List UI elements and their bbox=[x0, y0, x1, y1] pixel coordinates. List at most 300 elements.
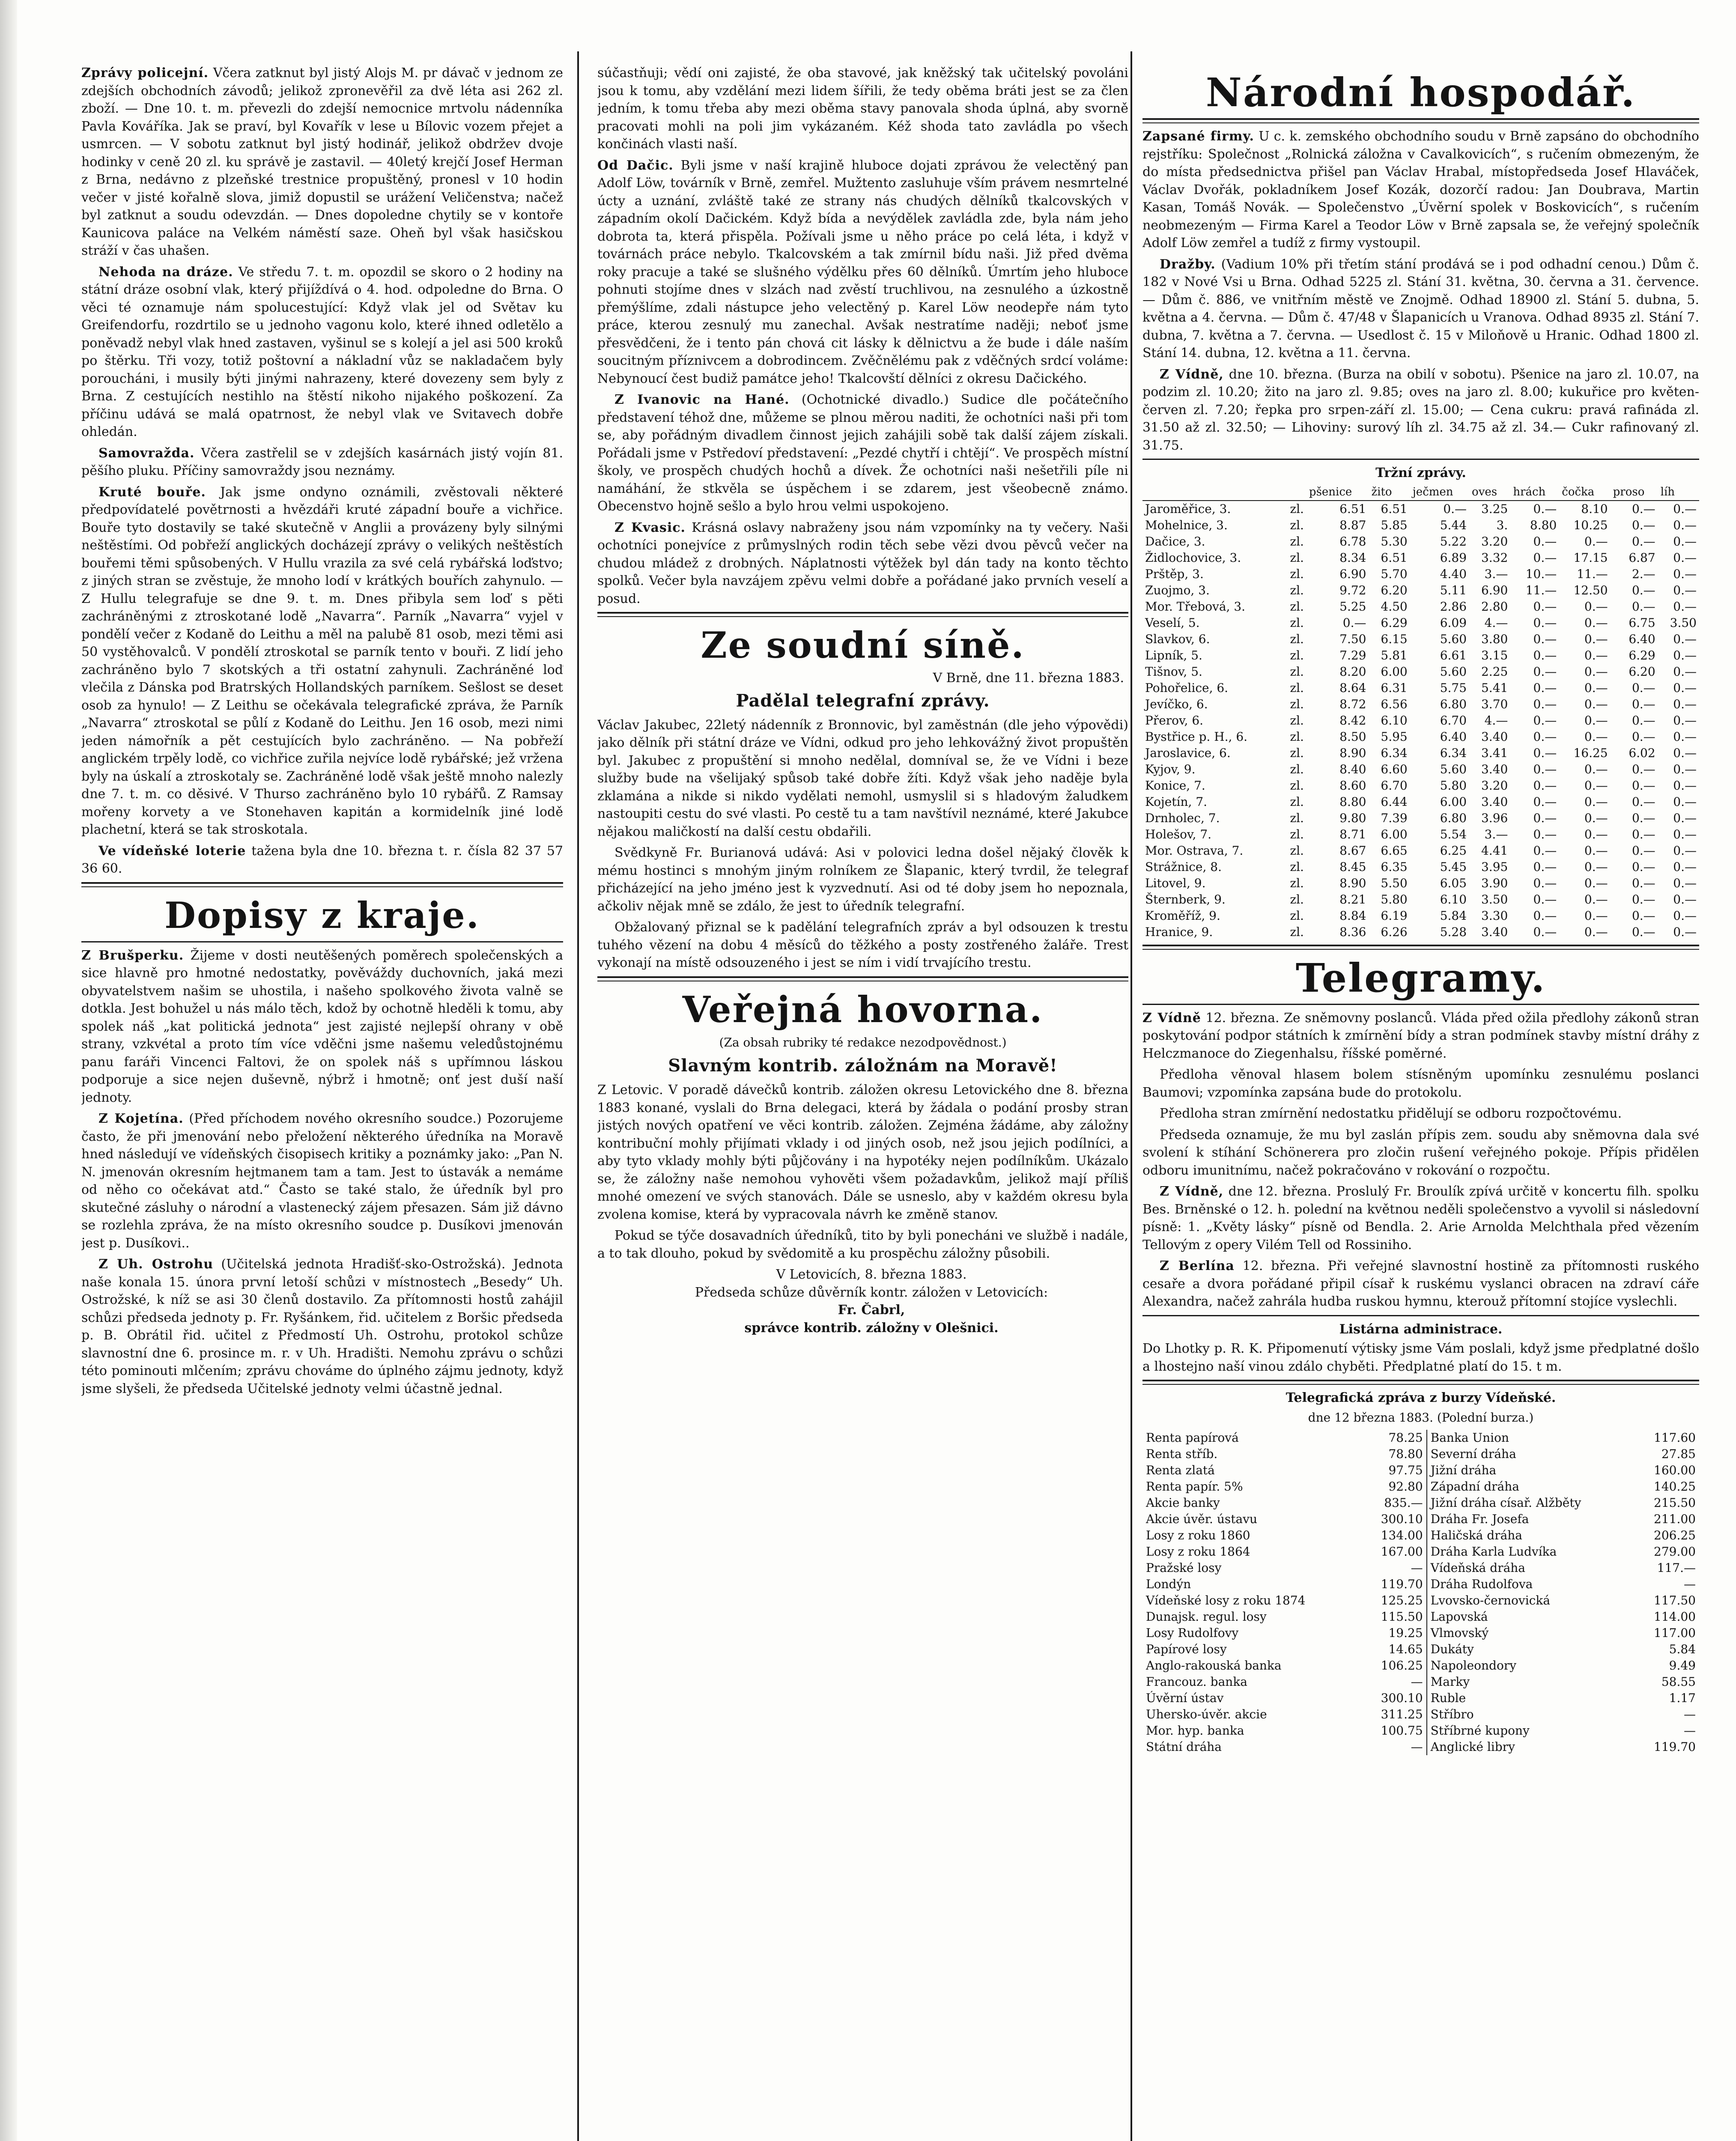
table-cell: 0.— bbox=[1584, 680, 1608, 695]
table-cell: 0.— bbox=[1533, 550, 1557, 565]
bourse-label: Západní dráha bbox=[1427, 1479, 1635, 1495]
table-cell: 3.30 bbox=[1481, 908, 1508, 923]
bourse-value: 9.49 bbox=[1669, 1658, 1696, 1673]
listarna-text: Do Lhotky p. R. K. Připomenutí výtisky jsme Vám poslali, když jsme předplatné došlo a lhostejno naší vinou zdálo chyběti. Předplatné platí do 15. t m. bbox=[1142, 1341, 1699, 1374]
article-text: Ve středu 7. t. m. opozdil se skoro o 2 hodiny na státní dráze osobní vlak, který přijíždívá o 4. hod. odpoledne do Brna. O věci té oznamuje nám spolucestující: Když vlak jel od Světav ku Greifendorfu, rozdrtilo se u jednoho vagonu kolo, které ihned odletělo a poněvadž nebyl vlak hned zastaven, vyšinul se s kolejí a jel asi 500 kroků po štěrku. Tři vozy, totiž poštovní a nákladní vůz se nakladačem byly poroucháni, i musily býti jinými nahrazeny, které dovezeny sem byly z Brna. Z cestujících nestihlo na štěstí nikoho nijakého poškození. Za příčinu udává se malá opatrnost, že nebyl vlak ve Svitavech dobře ohledán. bbox=[81, 264, 563, 439]
article-lead: Z Uh. Ostrohu bbox=[98, 1257, 214, 1272]
table-cell: 5.75 bbox=[1440, 680, 1467, 695]
table-cell: 0.— bbox=[1632, 892, 1655, 906]
article-paragraph bbox=[1142, 1066, 1699, 1101]
section-rule bbox=[81, 941, 563, 942]
table-cell: 0.— bbox=[1533, 843, 1557, 858]
article-text: Včera zastřelil se v zdejších kasárnách jistý vojín 81. pěšího pluku. Příčiny samovraždy jsou neznámy. bbox=[81, 445, 563, 478]
table-cell: 0.— bbox=[1673, 745, 1697, 760]
table-cell: 0.— bbox=[1443, 501, 1467, 516]
hovorna-heading: Veřejná hovorna. bbox=[682, 988, 1044, 1031]
table-cell: Kojetín, 7. bbox=[1145, 794, 1208, 809]
column-header bbox=[1142, 484, 1282, 501]
market-prices-heading: Tržní zprávy. bbox=[1375, 465, 1466, 480]
table-cell: 6.35 bbox=[1381, 859, 1408, 874]
table-cell: 6.09 bbox=[1440, 615, 1467, 630]
bourse-value: — bbox=[1684, 1577, 1696, 1591]
table-row bbox=[1142, 501, 1699, 517]
table-cell: 0.— bbox=[1584, 827, 1608, 841]
table-cell: 6.00 bbox=[1381, 827, 1408, 841]
table-cell: zl. bbox=[1290, 843, 1304, 858]
bourse-label: Renta papírová bbox=[1146, 1431, 1239, 1445]
table-cell: 6.75 bbox=[1629, 615, 1655, 630]
section-rule bbox=[1142, 118, 1699, 123]
table-cell: 0.— bbox=[1673, 648, 1697, 662]
table-cell: 8.87 bbox=[1339, 518, 1366, 532]
table-cell: 6.51 bbox=[1339, 501, 1366, 516]
bourse-label: Dukáty bbox=[1427, 1641, 1635, 1658]
article-lead: Z Ivanovic na Hané. bbox=[614, 392, 790, 407]
table-row bbox=[1142, 1658, 1699, 1674]
table-cell: 3. bbox=[1496, 518, 1508, 532]
article-text: (Vadium 10% při třetím stání prodává se i pod odhadní cenou.) Dům č. 182 v Nové Vsi u Brna. Odhad 5225 zl. Stání 31. května, 30. června a 31. července. — Dům č. 886, ve vnitřním městě ve Znojmě. Odhad 18900 zl. Stání 5. dubna, 5. května a 4. června. — Dům č. 47/48 v Šlapanicích u Vranova. Odhad 8935 zl. Stání 7. dubna, 7. května a 7. června. — Usedlost č. 15 v Miloňově u Hranic. Odhad 1800 zl. Stání 14. dubna, 12. května a 11. června. bbox=[1142, 256, 1699, 361]
table-cell: 6.40 bbox=[1440, 729, 1467, 744]
bourse-value: 134.00 bbox=[1381, 1528, 1423, 1542]
table-cell: 2.— bbox=[1632, 567, 1655, 581]
table-cell: Zuojmo, 3. bbox=[1145, 583, 1210, 597]
table-cell: zl. bbox=[1290, 632, 1304, 646]
table-cell: zl. bbox=[1290, 501, 1304, 516]
table-cell: 8.45 bbox=[1339, 859, 1366, 874]
table-row bbox=[1142, 761, 1699, 778]
table-row bbox=[1142, 1706, 1699, 1723]
table-cell: Veselí, 5. bbox=[1145, 615, 1200, 630]
table-cell: zl. bbox=[1290, 762, 1304, 776]
hovorna-signature bbox=[597, 1266, 1128, 1337]
table-cell: 0.— bbox=[1673, 794, 1697, 809]
table-cell: Jevíčko, 6. bbox=[1145, 697, 1208, 711]
article-lead: Z Vídně, bbox=[1160, 1184, 1224, 1199]
table-cell: 3.90 bbox=[1481, 876, 1508, 890]
article-paragraph bbox=[81, 263, 563, 441]
table-cell: 6.40 bbox=[1629, 632, 1655, 646]
table-cell: 3.40 bbox=[1481, 794, 1508, 809]
table-cell: 0.— bbox=[1673, 827, 1697, 841]
article-lead: Dražby. bbox=[1160, 256, 1216, 272]
dopisy-articles bbox=[81, 947, 563, 1398]
table-cell: 3.40 bbox=[1481, 924, 1508, 939]
table-cell: 0.— bbox=[1584, 876, 1608, 890]
table-cell: 6.05 bbox=[1440, 876, 1467, 890]
table-row bbox=[1142, 908, 1699, 924]
telegramy-heading: Telegramy. bbox=[1295, 954, 1546, 1001]
table-cell: Židlochovice, 3. bbox=[1145, 550, 1241, 565]
article-text: (Před příchodem nového okresního soudce.) Pozorujeme často, že při jmenování nebo přeložení některého úředníka na Moravě hned následují ve vídeňských čisopisech kritiky a poznámky jako: „Pan N. N. jmenován okresním hejtmanem tam a tam. Jest to ústavák a nemáme od něho co očekávat atd.“ Často se také stalo, že úředník byl pro skutečné zásluhy o národní a vlastenecký zájem přesazen. Sám již dávno se rozlehla zpráva, že na místo okresního soudce p. Dusíkovi jmenován jest p. Dusíkovi.. bbox=[81, 1111, 563, 1251]
table-cell: 10.25 bbox=[1573, 518, 1608, 532]
article-lead: Kruté bouře. bbox=[98, 484, 206, 500]
bourse-label: Losy Rudolfovy bbox=[1146, 1626, 1239, 1640]
table-row bbox=[1142, 826, 1699, 843]
table-cell: 6.44 bbox=[1381, 794, 1408, 809]
table-cell: 0.— bbox=[1673, 713, 1697, 728]
bourse-label: Papírové losy bbox=[1146, 1642, 1227, 1656]
table-cell: zl. bbox=[1290, 567, 1304, 581]
column-2 bbox=[597, 64, 1128, 2141]
bourse-label: Akcie úvěr. ústavu bbox=[1146, 1512, 1258, 1526]
bourse-label: Pražské losy bbox=[1146, 1561, 1222, 1575]
table-row bbox=[1142, 1576, 1699, 1592]
article-text: 12. března. Při veřejné slavnostní hostině za přítomnosti ruského cesaře a dvora pořádané připil císař k ruskému vyslanci obracen na zdraví cáře Alexandra, načež zahrála hudba ruskou hymnu, kterouž přítomní stojíce vyslechli. bbox=[1142, 1258, 1699, 1309]
table-cell: Mor. Ostrava, 7. bbox=[1145, 843, 1244, 858]
article-lead: Zapsané firmy. bbox=[1142, 129, 1254, 144]
article-paragraph bbox=[81, 444, 563, 480]
table-cell: Jaroměřice, 3. bbox=[1145, 501, 1231, 516]
scan-edge bbox=[0, 0, 17, 2141]
table-cell: 0.— bbox=[1584, 713, 1608, 728]
bourse-value: 117.— bbox=[1657, 1561, 1696, 1575]
section-rule bbox=[1142, 945, 1699, 950]
article-lead: Z Brušperku. bbox=[81, 948, 184, 963]
table-cell: 0.— bbox=[1533, 908, 1557, 923]
bourse-value: 311.25 bbox=[1381, 1707, 1423, 1721]
bourse-value: 279.00 bbox=[1654, 1545, 1696, 1559]
dopisy-heading: Dopisy z kraje. bbox=[164, 894, 480, 936]
article-paragraph bbox=[81, 1255, 563, 1398]
bourse-label: Lapovská bbox=[1427, 1609, 1635, 1625]
table-row bbox=[1142, 1625, 1699, 1641]
table-cell: Konice, 7. bbox=[1145, 778, 1205, 793]
bourse-value: 78.25 bbox=[1388, 1431, 1423, 1445]
table-cell: 0.— bbox=[1673, 843, 1697, 858]
bourse-value: 58.55 bbox=[1661, 1675, 1696, 1689]
table-cell: 0.— bbox=[1632, 713, 1655, 728]
bourse-label: Severní dráha bbox=[1427, 1446, 1635, 1462]
table-cell: Kyjov, 9. bbox=[1145, 762, 1196, 776]
table-cell: 6.70 bbox=[1440, 713, 1467, 728]
bourse-value: 140.25 bbox=[1654, 1479, 1696, 1494]
table-cell: 6.10 bbox=[1381, 713, 1408, 728]
bourse-value: — bbox=[1411, 1561, 1423, 1575]
bourse-value: 100.75 bbox=[1381, 1724, 1423, 1738]
table-row bbox=[1142, 631, 1699, 647]
table-row bbox=[1142, 1609, 1699, 1625]
article-paragraph bbox=[1142, 256, 1699, 362]
table-cell: 5.30 bbox=[1381, 534, 1408, 549]
table-cell: 0.— bbox=[1673, 632, 1697, 646]
bourse-value: 97.75 bbox=[1388, 1463, 1423, 1477]
table-row bbox=[1142, 1592, 1699, 1609]
table-cell: 0.— bbox=[1584, 794, 1608, 809]
table-cell: 0.— bbox=[1584, 632, 1608, 646]
table-cell: 6.29 bbox=[1629, 648, 1655, 662]
table-cell: 0.— bbox=[1673, 567, 1697, 581]
table-row bbox=[1142, 566, 1699, 582]
table-cell: 4.— bbox=[1484, 713, 1508, 728]
table-cell: zl. bbox=[1290, 778, 1304, 793]
table-header-row bbox=[1142, 484, 1699, 501]
column-1 bbox=[81, 64, 563, 2141]
table-cell: 6.20 bbox=[1629, 664, 1655, 679]
table-cell: 8.10 bbox=[1581, 501, 1608, 516]
table-row bbox=[1142, 1462, 1699, 1479]
bourse-label: Stříbrné kupony bbox=[1427, 1723, 1635, 1739]
bourse-value: 114.00 bbox=[1654, 1610, 1696, 1624]
table-cell: 5.84 bbox=[1440, 908, 1467, 923]
table-cell: 8.60 bbox=[1339, 778, 1366, 793]
table-cell: 6.34 bbox=[1440, 745, 1467, 760]
section-rule bbox=[81, 882, 563, 887]
table-cell: 8.90 bbox=[1339, 876, 1366, 890]
bourse-label: Renta stříb. bbox=[1146, 1447, 1218, 1461]
table-cell: 8.20 bbox=[1339, 664, 1366, 679]
bourse-value: — bbox=[1411, 1740, 1423, 1754]
telegram-items bbox=[1142, 1009, 1699, 1311]
article-paragraph bbox=[1142, 1126, 1699, 1180]
bourse-label: Vídeňská dráha bbox=[1427, 1560, 1635, 1576]
table-cell: 8.80 bbox=[1339, 794, 1366, 809]
table-row bbox=[1142, 517, 1699, 534]
column-header bbox=[1282, 484, 1306, 501]
section-rule bbox=[1142, 1004, 1699, 1005]
table-cell: 6.60 bbox=[1381, 762, 1408, 776]
signature-line: V Letovicích, 8. března 1883. bbox=[776, 1267, 967, 1282]
bourse-value: 14.65 bbox=[1388, 1642, 1423, 1656]
table-cell: 0.— bbox=[1673, 599, 1697, 614]
table-cell: 5.44 bbox=[1440, 518, 1467, 532]
table-cell: 5.80 bbox=[1381, 892, 1408, 906]
table-cell: 0.— bbox=[1533, 648, 1557, 662]
table-cell: 3.80 bbox=[1481, 632, 1508, 646]
bourse-value: 106.25 bbox=[1381, 1658, 1423, 1673]
column-header: oves bbox=[1469, 484, 1510, 501]
bourse-label: Jižní dráha bbox=[1427, 1462, 1635, 1479]
signature-line: Fr. Čabrl, bbox=[838, 1303, 905, 1318]
table-cell: 0.— bbox=[1533, 924, 1557, 939]
bourse-value: 19.25 bbox=[1388, 1626, 1423, 1640]
bourse-label: Anglické libry bbox=[1427, 1739, 1635, 1755]
table-cell: 0.— bbox=[1533, 534, 1557, 549]
regional-items bbox=[597, 157, 1128, 608]
table-cell: Drnholec, 7. bbox=[1145, 811, 1220, 825]
article-text: dne 10. března. (Burza na obilí v sobotu). Pšenice na jaro zl. 10.07, na podzim zl. 10.20; žito na jaro zl. 9.85; oves na jaro zl. 8.00; kukuřice pro květen-červen zl. 7.20; řepka pro srpen-září zl. 15.00; — Cena cukru: pravá rafináda zl. 31.50 až zl. 32.50; — Lihoviny: surový líh zl. 34.75 až zl. 34.— Cukr rafinovaný zl. 31.75. bbox=[1142, 367, 1699, 453]
table-row bbox=[1142, 1723, 1699, 1739]
table-cell: 3.95 bbox=[1481, 859, 1508, 874]
bourse-value: 206.25 bbox=[1654, 1528, 1696, 1542]
table-cell: 3.— bbox=[1484, 567, 1508, 581]
article-text: (Ochotnické divadlo.) Sudice dle počátečního představení téhož dne, můžeme se plnou měrou naditi, že ochotníci naši při tom se, aby pořádným divadlem činnost jejich zahájili sobě tak další zájem získali. Pořádali jsme v Pstředoví představení: „Pezdé chytří i chtějí“. Ve prospěch místní školy, ve prospěch chudých hochů a dívek. Že ochotníci naši nešetřili píle ni namáhání, že stkvěla se úspěchem i se zdarem, jest všeobecně známo. Obecenstvo hojně sešlo a bylo hrou velmi uspokojeno. bbox=[597, 392, 1128, 514]
table-cell: 8.67 bbox=[1339, 843, 1366, 858]
article-lead: Z Kojetína. bbox=[98, 1111, 184, 1126]
signature-line: Předseda schůze důvěrník kontr. záložen v Letovicích: bbox=[695, 1285, 1048, 1300]
table-cell: 0.— bbox=[1673, 664, 1697, 679]
table-cell: zl. bbox=[1290, 859, 1304, 874]
table-row bbox=[1142, 810, 1699, 826]
table-cell: 3.25 bbox=[1481, 501, 1508, 516]
bourse-value: 117.50 bbox=[1654, 1593, 1696, 1607]
table-row bbox=[1142, 778, 1699, 794]
article-lead: Zprávy policejní. bbox=[81, 66, 209, 81]
table-cell: 8.36 bbox=[1339, 924, 1366, 939]
table-cell: 0.— bbox=[1533, 729, 1557, 744]
table-cell: 0.— bbox=[1584, 778, 1608, 793]
article-paragraph: Svědkyně Fr. Burianová udává: Asi v polovici ledna došel nějaký člověk k mému hostinci s mnohým jiným rolníkem ze Šlapanic, který tvrdil, že telegraf přicházející na jeho jméno jest k vyzvednutí. Asi od té doby jsem ho nepoznala, ačkoliv nějak mně se zdálo, že jest to úředník telegrafní. bbox=[597, 845, 1128, 914]
article-paragraph bbox=[1142, 366, 1699, 455]
bourse-label: Renta papír. 5% bbox=[1146, 1479, 1243, 1494]
table-cell: zl. bbox=[1290, 794, 1304, 809]
court-dateline: V Brně, dne 11. března 1883. bbox=[933, 671, 1124, 686]
article-paragraph bbox=[81, 947, 563, 1107]
bourse-value: 835.— bbox=[1384, 1496, 1423, 1510]
bourse-label: Londýn bbox=[1146, 1577, 1191, 1591]
article-paragraph: Pokud se týče dosavadních úředníků, tito by byli ponecháni ve službě i nadále, a to tak dlouho, pokud by svědomitě a ku prospěchu záložny působili. bbox=[597, 1228, 1128, 1261]
bourse-label: Banka Union bbox=[1427, 1430, 1635, 1446]
hospodar-heading: Národní hospodář. bbox=[1205, 69, 1636, 116]
hovorna-subtitle: Slavným kontrib. záložnám na Moravě! bbox=[668, 1056, 1058, 1076]
table-cell: zl. bbox=[1290, 550, 1304, 565]
table-cell: 6.26 bbox=[1381, 924, 1408, 939]
table-cell: zl. bbox=[1290, 924, 1304, 939]
table-cell: 7.50 bbox=[1339, 632, 1366, 646]
table-cell: 6.19 bbox=[1381, 908, 1408, 923]
table-cell: Slavkov, 6. bbox=[1145, 632, 1210, 646]
table-cell: 0.— bbox=[1584, 697, 1608, 711]
article-text: Včera zatknut byl jistý Alojs M. pr dávač v jednom ze zdejších obchodních závodů; jelikož zpronevěřil za dvě léta asi 262 zl. zboží. — Dne 10. t. m. převezli do zdejší nemocnice mrtvolu nádenníka Pavla Kováříka. Jak se praví, byl Kovařík v lese u Bílovic vozem přejet a usmrcen. — V sobotu zatknut byl jistý hodinář, jelikož obdržev dvoje hodinky v ceně 20 zl. ku správě je zastavil. — 40letý krejčí Josef Herman z Brna, nedávno z plzeňské trestnice propuštěný, pronesl v 10 hodin večer v jisté kořalně slova, jimiž dopustil se urážení Veličenstva; načež byl zatknut a soudu odevzdán. — Dnes dopoledne chytily se v kontoře Kaunicova paláce na Velkém náměstí saze. Oheň byl však hasičskou stráží v čas uhašen. bbox=[81, 66, 563, 258]
table-cell: 0.— bbox=[1673, 908, 1697, 923]
table-cell: 0.— bbox=[1673, 680, 1697, 695]
column-header: proso bbox=[1611, 484, 1658, 501]
table-cell: 0.— bbox=[1533, 892, 1557, 906]
table-cell: 5.28 bbox=[1440, 924, 1467, 939]
table-row bbox=[1142, 1641, 1699, 1658]
bourse-label: Francouz. banka bbox=[1146, 1675, 1247, 1689]
table-cell: Mor. Třebová, 3. bbox=[1145, 599, 1246, 614]
table-row bbox=[1142, 696, 1699, 713]
article-paragraph bbox=[1142, 128, 1699, 252]
bourse-label: Dráha Fr. Josefa bbox=[1427, 1511, 1635, 1527]
bourse-value: 117.60 bbox=[1654, 1431, 1696, 1445]
table-cell: Strážnice, 8. bbox=[1145, 859, 1222, 874]
table-cell: 5.22 bbox=[1440, 534, 1467, 549]
table-row bbox=[1142, 680, 1699, 696]
table-cell: 11.— bbox=[1577, 567, 1608, 581]
article-lead: Z Vídně bbox=[1142, 1010, 1201, 1026]
table-cell: 8.34 bbox=[1339, 550, 1366, 565]
table-cell: 8.21 bbox=[1339, 892, 1366, 906]
table-cell: 0.— bbox=[1584, 534, 1608, 549]
table-cell: zl. bbox=[1290, 713, 1304, 728]
table-cell: 6.15 bbox=[1381, 632, 1408, 646]
table-cell: 0.— bbox=[1533, 859, 1557, 874]
table-cell: 5.70 bbox=[1381, 567, 1408, 581]
column-header: líh bbox=[1658, 484, 1699, 501]
table-cell: 5.81 bbox=[1381, 648, 1408, 662]
bourse-value: 125.25 bbox=[1381, 1593, 1423, 1607]
table-cell: 6.90 bbox=[1481, 583, 1508, 597]
table-cell: 6.20 bbox=[1381, 583, 1408, 597]
bourse-label: Uhersko-úvěr. akcie bbox=[1146, 1707, 1267, 1721]
table-cell: 7.29 bbox=[1339, 648, 1366, 662]
column-header: hrách bbox=[1510, 484, 1559, 501]
table-cell: 0.— bbox=[1673, 762, 1697, 776]
table-row bbox=[1142, 713, 1699, 729]
table-cell: 3.— bbox=[1484, 827, 1508, 841]
table-cell: 0.— bbox=[1584, 843, 1608, 858]
article-paragraph bbox=[81, 64, 563, 260]
listarna-heading: Listárna administrace. bbox=[1339, 1321, 1503, 1337]
table-cell: 0.— bbox=[1673, 501, 1697, 516]
table-row bbox=[1142, 1495, 1699, 1511]
table-cell: zl. bbox=[1290, 680, 1304, 695]
table-row bbox=[1142, 615, 1699, 631]
bourse-value: 300.10 bbox=[1381, 1512, 1423, 1526]
article-lead: Z Vídně, bbox=[1160, 367, 1224, 382]
bourse-value: 27.85 bbox=[1661, 1447, 1696, 1461]
table-cell: 3.20 bbox=[1481, 778, 1508, 793]
article-text: Předloha věnoval hlasem bolem stísněným upomínku zesnulému poslanci Baumovi; vzpomínka zapsána bude do protokolu. bbox=[1142, 1067, 1699, 1100]
table-cell: 6.65 bbox=[1381, 843, 1408, 858]
table-cell: 0.— bbox=[1584, 664, 1608, 679]
article-text: Žijeme v dosti neutěšených poměrech společenských a sice hlavně pro hmotné nedostatky, pověváždy duchovních, jaká mezi obyvatelstvem našim se uhostila, i našeho spolkového života valně se dotkla. Jest bohužel u nás málo těch, kdož by ochotně hleděli k tomu, aby spolek náš „kat politická jednota“ jest zajisté nejlepší ohrany v obě strany, vzkvétal a proto tím více vděčni jsme našemu veledůstojnému panu faráři Vincenci Faltovi, že on spolek náš s upřímnou láskou podporuje a sice nejen duševně, nýbrž i hmotně; onť jest duší naší jednoty. bbox=[81, 948, 563, 1105]
bourse-heading: Telegrafická zpráva z burzy Vídeňské. bbox=[1286, 1390, 1556, 1405]
article-lead: Od Dačic. bbox=[597, 158, 674, 173]
table-cell: 6.61 bbox=[1440, 648, 1467, 662]
table-cell: 6.80 bbox=[1440, 697, 1467, 711]
article-paragraph bbox=[597, 391, 1128, 516]
table-cell: 6.00 bbox=[1440, 794, 1467, 809]
signature-line: správce kontrib. záložny v Olešnici. bbox=[744, 1320, 999, 1336]
article-paragraph bbox=[1142, 1183, 1699, 1254]
article-paragraph bbox=[1142, 1105, 1699, 1123]
section-rule bbox=[1142, 459, 1699, 460]
table-cell: 0.— bbox=[1584, 762, 1608, 776]
table-cell: 0.— bbox=[1673, 729, 1697, 744]
table-cell: 0.— bbox=[1584, 811, 1608, 825]
table-cell: 6.29 bbox=[1381, 615, 1408, 630]
table-cell: 0.— bbox=[1584, 892, 1608, 906]
table-row bbox=[1142, 647, 1699, 664]
article-lead: Samovražda. bbox=[98, 445, 195, 461]
table-cell: 6.02 bbox=[1629, 745, 1655, 760]
table-cell: 0.— bbox=[1584, 615, 1608, 630]
table-cell: 3.20 bbox=[1481, 534, 1508, 549]
table-cell: 0.— bbox=[1673, 778, 1697, 793]
table-cell: 0.— bbox=[1632, 924, 1655, 939]
article-lead: Z Berlína bbox=[1160, 1258, 1235, 1273]
table-row bbox=[1142, 599, 1699, 615]
table-cell: zl. bbox=[1290, 664, 1304, 679]
table-cell: 2.86 bbox=[1440, 599, 1467, 614]
table-row bbox=[1142, 550, 1699, 566]
table-row bbox=[1142, 1527, 1699, 1544]
table-row bbox=[1142, 924, 1699, 940]
table-cell: 0.— bbox=[1584, 859, 1608, 874]
table-cell: 2.25 bbox=[1481, 664, 1508, 679]
table-cell: Šternberk, 9. bbox=[1145, 892, 1226, 906]
article-continuation bbox=[597, 64, 1128, 153]
hovorna-note: (Za obsah rubriky té redakce nezodpovědnost.) bbox=[719, 1035, 1007, 1050]
table-row bbox=[1142, 1690, 1699, 1706]
table-cell: 0.— bbox=[1533, 713, 1557, 728]
section-rule bbox=[597, 612, 1128, 617]
table-cell: 0.— bbox=[1584, 599, 1608, 614]
table-cell: 4.40 bbox=[1440, 567, 1467, 581]
table-cell: zl. bbox=[1290, 892, 1304, 906]
table-cell: zl. bbox=[1290, 599, 1304, 614]
table-cell: 0.— bbox=[1632, 827, 1655, 841]
bourse-value: — bbox=[1684, 1724, 1696, 1738]
table-cell: 3.40 bbox=[1481, 729, 1508, 744]
bourse-value: 211.00 bbox=[1654, 1512, 1696, 1526]
table-cell: 0.— bbox=[1533, 876, 1557, 890]
table-cell: zl. bbox=[1290, 518, 1304, 532]
table-cell: 6.51 bbox=[1381, 501, 1408, 516]
table-cell: 3.70 bbox=[1481, 697, 1508, 711]
